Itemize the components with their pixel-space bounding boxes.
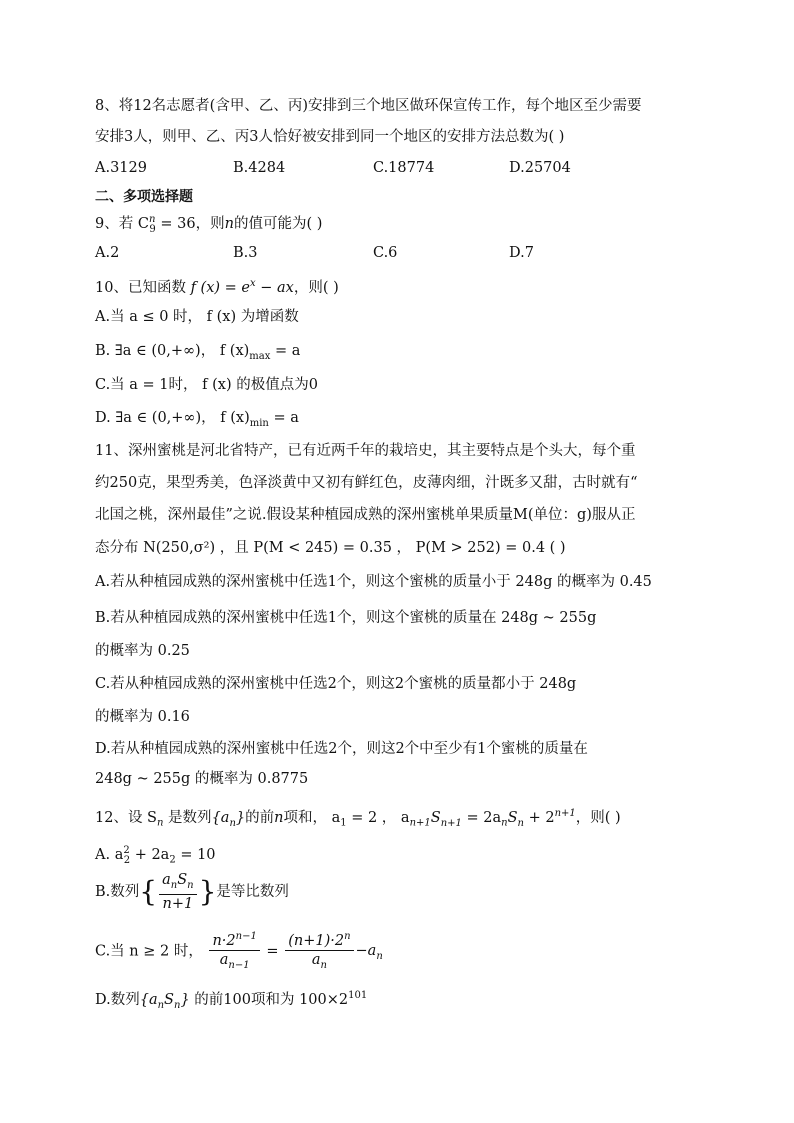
q12-option-c[interactable]: C.当 n ≥ 2 时， $\frac{n\cdot 2^{n-1}}{a_{n-1}}$ = $\frac{(n+1)\cdot 2^n}{a_n}$ $-a_n$ <box>95 928 383 980</box>
q8-option-b[interactable]: B.4284 <box>233 160 286 176</box>
q8-option-a[interactable]: A.3129 <box>95 160 147 176</box>
q8-option-c[interactable]: C.18774 <box>373 160 435 176</box>
q11-line1: 11、深州蜜桃是河北省特产，已有近两千年的栽培史，其主要特点是个头大，每个重 <box>95 443 636 459</box>
q9-option-c[interactable]: C.6 <box>373 245 398 261</box>
q10-option-c[interactable]: C.当 a = 1时， f (x) 的极值点为0 <box>95 377 318 393</box>
q8-option-d[interactable]: D.25704 <box>509 160 571 176</box>
q11-option-b-line2: 的概率为 0.25 <box>95 643 190 659</box>
q12-stem: 12、设 $S_n$ 是数列$\{a_n\}$的前n项和， $a_1 = 2$ ， $a_{n+1}S_{n+1} = 2a_nS_n + 2^{n+1}$，则( ) <box>95 808 621 829</box>
q11-option-d-line1[interactable]: D.若从种植园成熟的深州蜜桃中任选2个，则这2个中至少有1个蜜桃的质量在 <box>95 741 588 757</box>
q10-option-a[interactable]: A.当 a ≤ 0 时， f (x) 为增函数 <box>95 309 299 325</box>
q9-option-a[interactable]: A.2 <box>95 245 120 261</box>
q11-option-c-line1[interactable]: C.若从种植园成熟的深州蜜桃中任选2个，则这2个蜜桃的质量都小于 248g <box>95 676 577 692</box>
q9-options <box>95 242 715 264</box>
q9-option-d[interactable]: D.7 <box>509 245 534 261</box>
q9-stem: 9、若 $C^n_9 = 36$，则n的值可能为( ) <box>95 214 323 235</box>
q12-option-b[interactable]: B.数列{ $\frac{a_nS_n}{n+1}$ }是等比数列 <box>95 871 289 913</box>
q9-option-b[interactable]: B.3 <box>233 245 258 261</box>
q10-stem: 10、已知函数 f $(x) = e^x$ − ax，则( ) <box>95 278 339 296</box>
q11-option-a[interactable]: A.若从种植园成熟的深州蜜桃中任选1个，则这个蜜桃的质量小于 248g 的概率为 0.45 <box>95 574 652 590</box>
section-title: 二、多项选择题 <box>95 189 193 205</box>
q11-option-d-line2: 248g ~ 255g 的概率为 0.8775 <box>95 771 309 787</box>
q12-option-d[interactable]: D.数列$\{a_nS_n\}$ 的前100项和为 $100\times 2^{101}$ <box>95 990 368 1011</box>
q11-option-b-line1[interactable]: B.若从种植园成熟的深州蜜桃中任选1个，则这个蜜桃的质量在 248g ~ 255g <box>95 610 597 626</box>
q8-line1: 8、将12名志愿者(含甲、乙、丙)安排到三个地区做环保宣传工作，每个地区至少需要 <box>95 98 642 114</box>
q10-option-d[interactable]: D. ∃a ∈ (0,+∞)， f $(x)_{min} = a$ <box>95 410 299 429</box>
q12-option-a[interactable]: A. $a^2_2 + 2a_2 = 10$ <box>95 845 216 866</box>
q8-line2: 安排3人，则甲、乙、丙3人恰好被安排到同一个地区的安排方法总数为( ) <box>95 129 565 145</box>
q11-line2: 约250克，果型秀美，色泽淡黄中又初有鲜红色，皮薄肉细，汁既多又甜，古时就有“ <box>95 475 638 491</box>
q9-combination: $C^n_9$ <box>137 214 156 235</box>
q11-line4: 态分布 N(250,σ²) ，且 P(M < 245) = 0.35 ， P(M > 252) = 0.4 ( ) <box>95 540 566 556</box>
q10-option-b[interactable]: B. ∃a ∈ (0,+∞)， f $(x)_{max} = a$ <box>95 343 301 362</box>
q8-options <box>95 157 715 179</box>
q11-line3: 北国之桃，深州最佳”之说.假设某种植园成熟的深州蜜桃单果质量M(单位：g)服从正 <box>95 507 636 523</box>
q11-option-c-line2: 的概率为 0.16 <box>95 709 190 725</box>
